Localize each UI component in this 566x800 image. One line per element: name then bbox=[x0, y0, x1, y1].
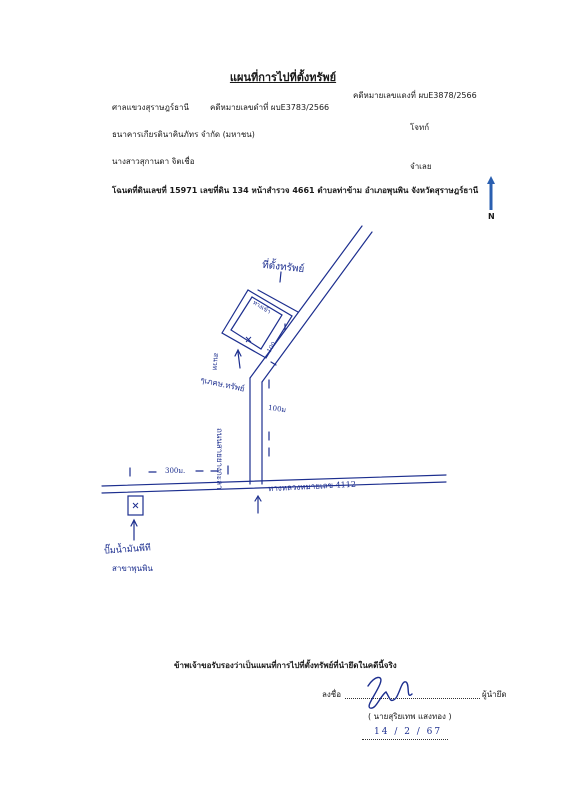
court-name: ศาลแขวงสุราษฎร์ธานี bbox=[112, 103, 189, 112]
diagonal-road-left-edge bbox=[250, 226, 362, 378]
red-case-number: คดีหมายเลขแดงที่ ผบE3878/2566 bbox=[353, 91, 477, 100]
main-road-name: ทางหลวงหมายเลข 4112 bbox=[267, 479, 357, 494]
plaintiff-role: โจทก์ bbox=[410, 123, 430, 132]
defendant-name: นางสาวสุกานดา จิตเชื่อ bbox=[112, 157, 195, 166]
signer-name: ( นายสุริยเทพ แสงทอง ) bbox=[368, 712, 452, 721]
black-case-number: คดีหมายเลขดำที่ ผบE3783/2566 bbox=[210, 103, 330, 112]
side-road-distance: 100ม bbox=[267, 403, 287, 415]
junction-label: ๆเภคษ.ทรัพย์ bbox=[199, 375, 246, 394]
main-road-distance: 300ม. bbox=[165, 467, 186, 475]
sign-prefix: ลงชื่อ bbox=[322, 690, 342, 699]
certification-statement: ข้าพเจ้าขอรับรองว่าเป็นแผนที่การไปที่ตั้งทรัพย์ที่นำยึดในคดีนี้จริง bbox=[174, 661, 397, 670]
property-frontage-label: 100 bbox=[265, 340, 278, 355]
date-line bbox=[362, 739, 448, 740]
property-location-label: ที่ตั้งทรัพย์ bbox=[261, 259, 305, 276]
diagonal-road-right-edge bbox=[262, 232, 372, 382]
landmark-label: ปั๊มน้ำมันพีที bbox=[103, 543, 152, 557]
side-road-name: ถนนสายยางกะลา bbox=[215, 428, 224, 490]
page-title: แผนที่การไปที่ตั้งทรัพย์ bbox=[229, 71, 337, 84]
sign-date: 14 / 2 / 67 bbox=[374, 727, 443, 737]
property-box-label: ทางเข้า bbox=[251, 299, 272, 316]
land-deed-info: โฉนดที่ดินเลขที่ 15971 เลขที่ดิน 134 หน้าสำรวจ 4661 ตำบลท่าข้าม อำเภอพุนพิน จังหวัดสุราษฎร์ธานี bbox=[112, 186, 479, 195]
sign-suffix: ผู้นำยึด bbox=[482, 690, 507, 699]
north-label: N bbox=[488, 212, 495, 221]
pole-label: สนวท bbox=[210, 352, 221, 371]
defendant-role: จำเลย bbox=[410, 162, 432, 171]
signature bbox=[360, 672, 420, 712]
plaintiff-name: ธนาคารเกียรตินาคินภัทร จำกัด (มหาชน) bbox=[112, 130, 255, 139]
landmark-branch-label: สาขาพุนพิน bbox=[112, 564, 153, 573]
